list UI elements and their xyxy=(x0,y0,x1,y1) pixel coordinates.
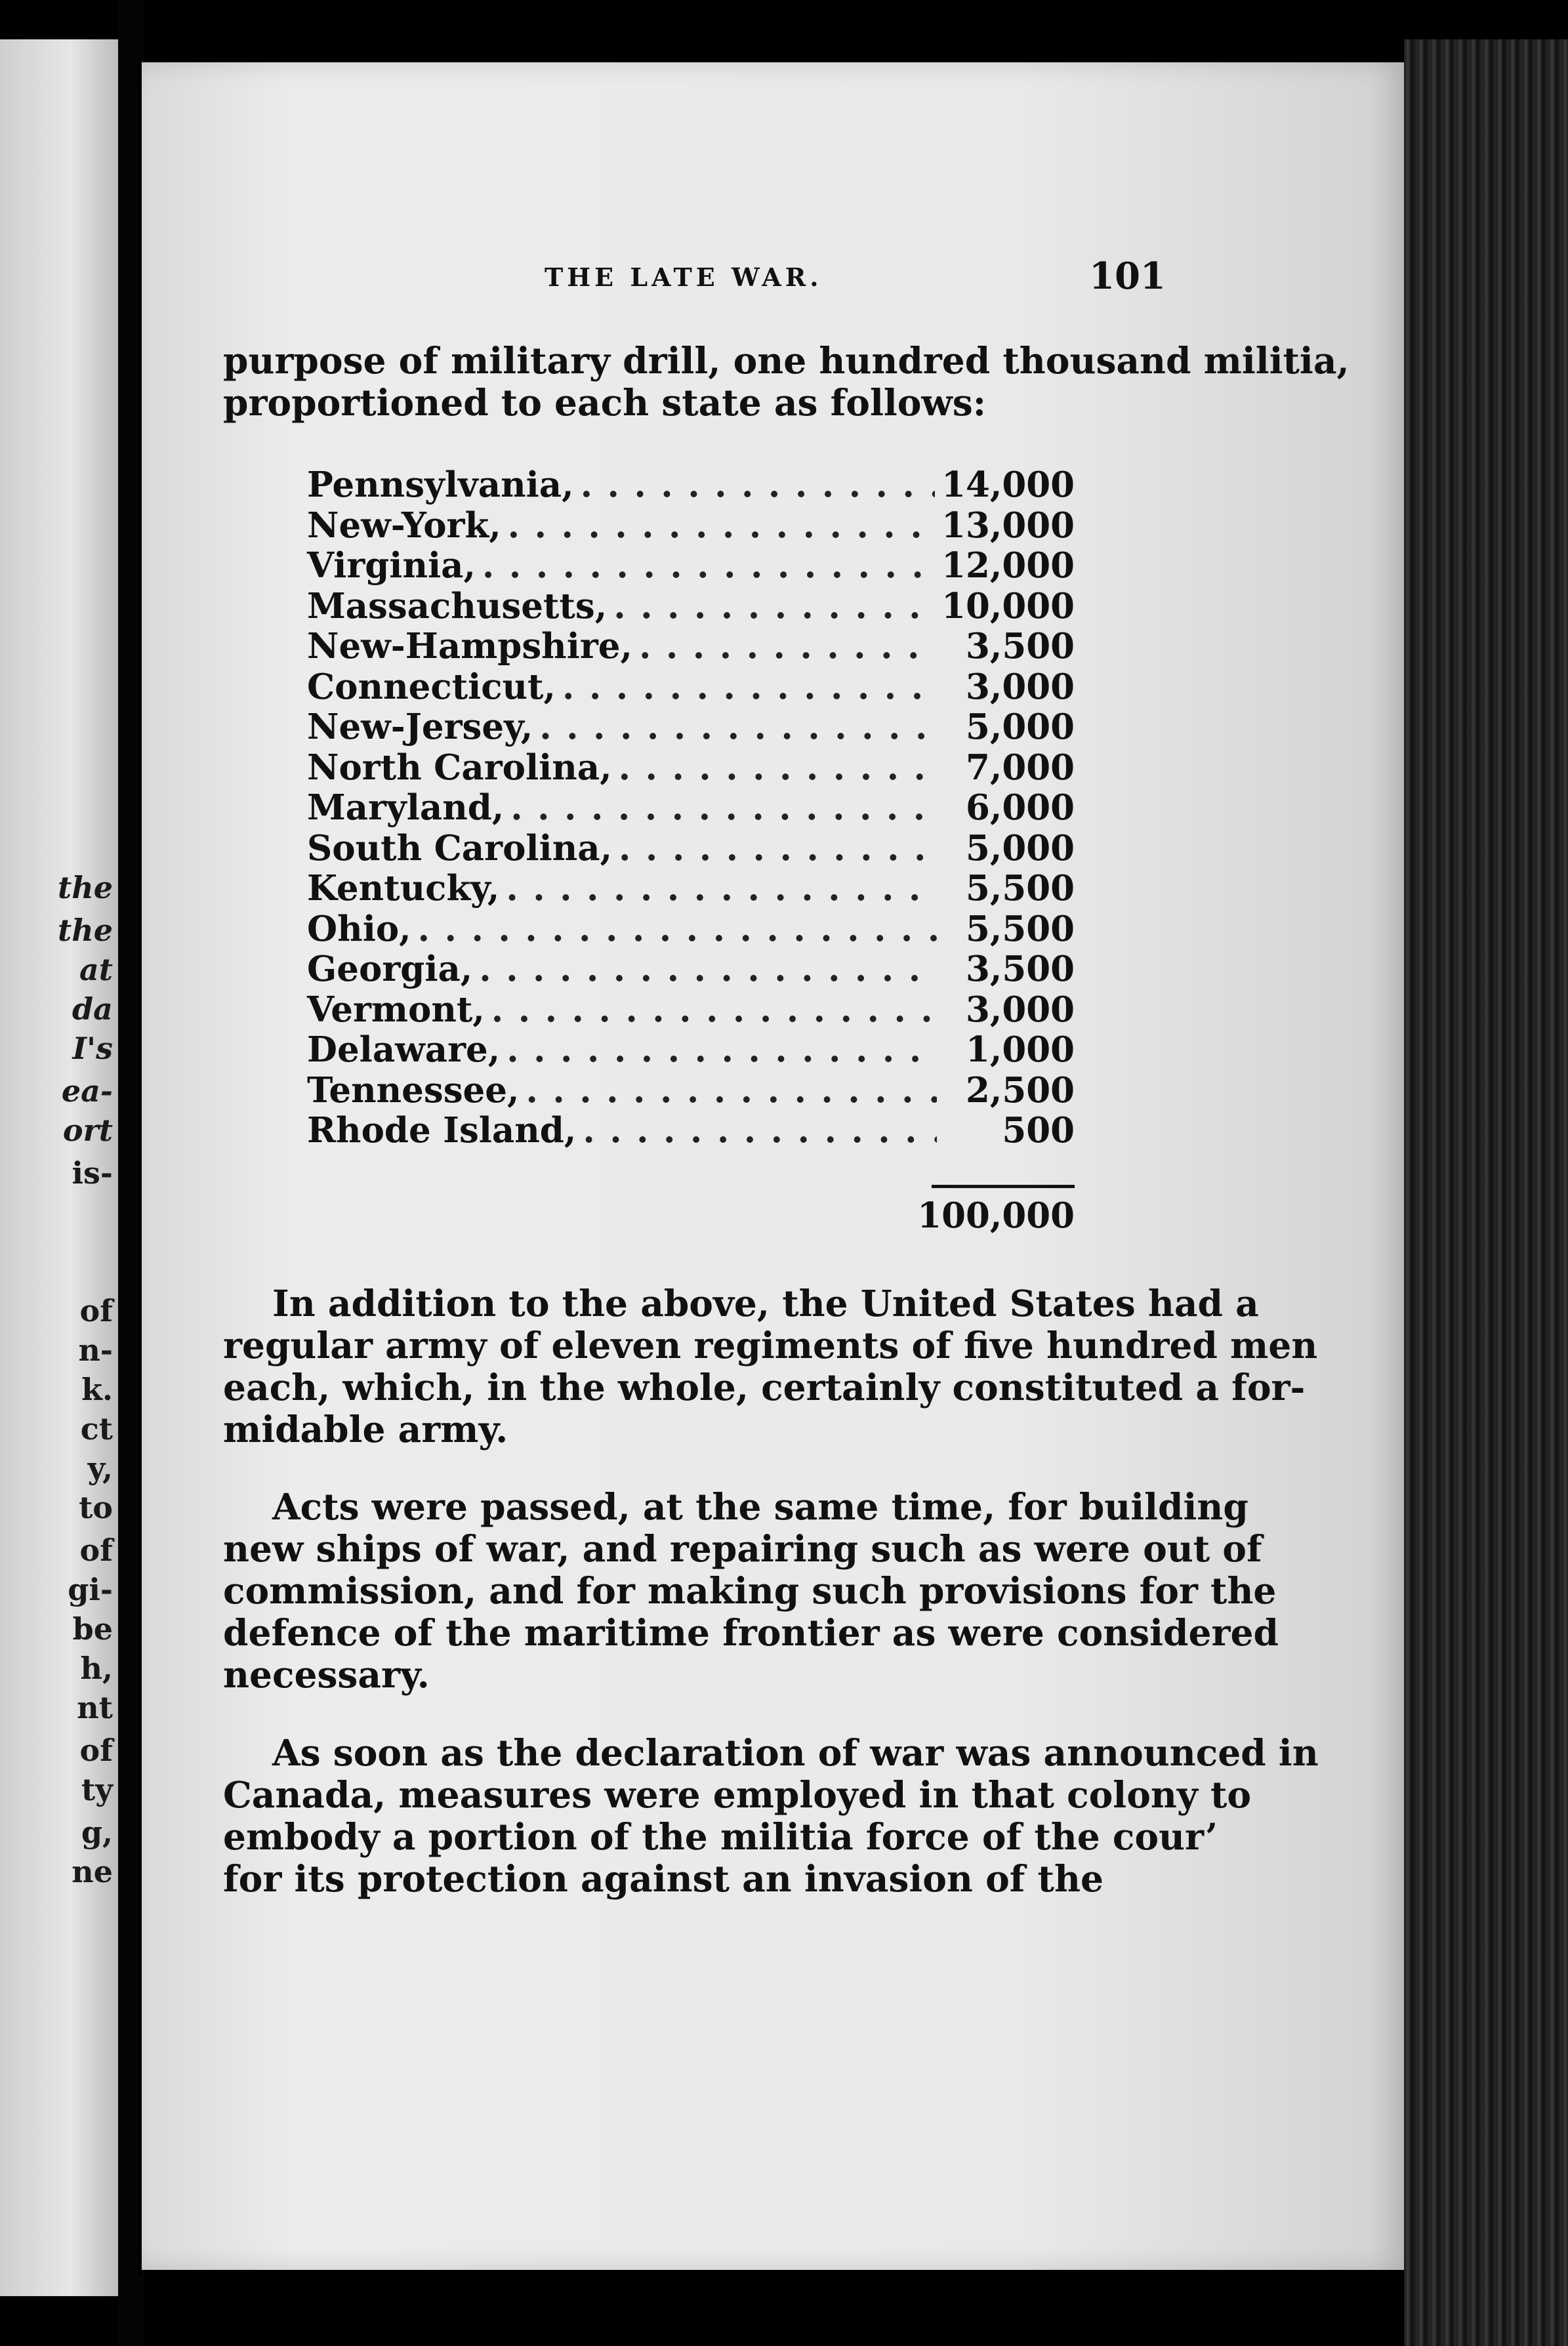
table-row xyxy=(307,1029,1075,1070)
table-row xyxy=(307,626,1075,667)
militia-count: 3,500 xyxy=(966,626,1075,667)
previous-page-fragment: at xyxy=(79,952,113,987)
state-name: Kentucky, xyxy=(307,868,500,909)
previous-page-fragment: g, xyxy=(81,1815,113,1850)
state-name: Georgia, xyxy=(307,949,473,989)
militia-count: 1,000 xyxy=(966,1029,1075,1070)
table-row xyxy=(307,667,1075,707)
table-row xyxy=(307,464,1075,505)
table-row xyxy=(307,1070,1075,1111)
text-line: midable army. xyxy=(223,1408,508,1451)
dot-leader xyxy=(508,505,936,546)
text-line: regular army of eleven regiments of five hundred men xyxy=(223,1324,1318,1367)
previous-page-fragment: be xyxy=(72,1611,113,1647)
dot-leader xyxy=(526,1070,937,1111)
paragraph-regular-army xyxy=(223,1282,1318,1451)
militia-count: 5,000 xyxy=(966,827,1075,869)
previous-page-fragment: ct xyxy=(80,1411,113,1447)
text-line: In addition to the above, the United States had a xyxy=(272,1282,1259,1325)
previous-page-fragment: is- xyxy=(72,1155,113,1191)
dot-leader xyxy=(583,1110,937,1151)
table-row xyxy=(307,707,1075,747)
table-row xyxy=(307,1110,1075,1151)
previous-page-fragment: ty xyxy=(81,1772,113,1807)
dot-leader xyxy=(619,747,937,788)
text-line: new ships of war, and repairing such as were out of xyxy=(223,1527,1262,1570)
state-name: Tennessee, xyxy=(307,1069,520,1111)
previous-page-fragment: of xyxy=(79,1533,113,1568)
table-row xyxy=(307,787,1075,828)
militia-count: 3,000 xyxy=(966,989,1075,1030)
militia-count: 500 xyxy=(1002,1110,1075,1151)
dot-leader xyxy=(581,464,936,505)
text-line: proportioned to each state as follows: xyxy=(223,381,987,424)
dot-leader xyxy=(562,667,937,707)
state-name: Vermont, xyxy=(307,989,485,1030)
table-row xyxy=(307,747,1075,788)
state-name: South Carolina, xyxy=(307,827,613,869)
state-name: Delaware, xyxy=(307,1029,501,1070)
intro-paragraph xyxy=(223,339,1350,424)
table-row xyxy=(307,545,1075,586)
paragraph-ships-of-war xyxy=(223,1485,1279,1696)
previous-page-fragment: to xyxy=(79,1490,113,1525)
text-line: commission, and for making such provisions for the xyxy=(223,1569,1277,1612)
militia-count: 12,000 xyxy=(941,545,1075,586)
previous-page-fragment: of xyxy=(79,1293,113,1328)
militia-count: 3,000 xyxy=(966,666,1075,707)
dot-leader xyxy=(491,989,937,1030)
dot-leader xyxy=(506,1029,937,1070)
page-edge-shadow xyxy=(138,59,142,2276)
dot-leader xyxy=(539,707,937,747)
dot-leader xyxy=(482,545,935,586)
dot-leader xyxy=(510,787,937,828)
previous-page-fragment: y, xyxy=(87,1451,113,1486)
running-title: THE LATE WAR. xyxy=(545,262,823,292)
state-name: Pennsylvania, xyxy=(307,464,574,505)
table-row xyxy=(307,949,1075,989)
previous-page-fragment: n- xyxy=(78,1332,113,1368)
text-line: Canada, measures were employed in that colony to xyxy=(223,1773,1252,1816)
state-name: Ohio, xyxy=(307,908,411,949)
militia-count: 5,000 xyxy=(966,707,1075,747)
dot-leader xyxy=(479,949,937,989)
paragraph-canada xyxy=(223,1731,1319,1900)
table-row xyxy=(307,828,1075,869)
table-row xyxy=(307,586,1075,627)
dot-leader xyxy=(613,586,935,627)
text-line: for its protection against an invasion of the xyxy=(223,1857,1104,1900)
militia-count: 5,500 xyxy=(966,868,1075,909)
book-fore-edge xyxy=(1404,39,1568,2346)
previous-page-fragment: nt xyxy=(77,1690,113,1725)
previous-page-fragment: h, xyxy=(80,1651,113,1686)
previous-page-fragment: ea- xyxy=(61,1073,113,1109)
state-name: New-York, xyxy=(307,504,501,546)
state-name: New-Jersey, xyxy=(307,707,533,747)
militia-count: 3,500 xyxy=(966,949,1075,989)
state-name: North Carolina, xyxy=(307,747,612,788)
dot-leader xyxy=(506,868,937,909)
militia-count: 13,000 xyxy=(941,504,1075,546)
table-row xyxy=(307,505,1075,546)
previous-page-fragment: gi- xyxy=(68,1572,113,1607)
text-line: purpose of military drill, one hundred thousand militia, xyxy=(223,339,1350,382)
militia-count: 7,000 xyxy=(966,747,1075,788)
dot-leader xyxy=(639,626,937,667)
militia-count: 5,500 xyxy=(966,908,1075,949)
state-name: Rhode Island, xyxy=(307,1110,577,1151)
previous-page-fragment: the xyxy=(58,913,113,948)
previous-page-fragment: k. xyxy=(81,1372,113,1407)
text-line: defence of the maritime frontier as were considered xyxy=(223,1611,1279,1654)
total-rule xyxy=(932,1185,1075,1188)
table-row xyxy=(307,868,1075,909)
previous-page-fragment: ne xyxy=(72,1854,113,1889)
previous-page-fragment: ort xyxy=(62,1113,113,1148)
militia-count: 6,000 xyxy=(966,787,1075,828)
state-name: New-Hampshire, xyxy=(307,626,632,667)
text-line: As soon as the declaration of war was announced in xyxy=(272,1731,1319,1774)
state-name: Virginia, xyxy=(307,545,476,586)
page-number: 101 xyxy=(1089,255,1166,298)
previous-page-fragment: da xyxy=(72,991,113,1027)
table-row xyxy=(307,989,1075,1030)
militia-table xyxy=(307,464,1075,1151)
state-name: Massachusetts, xyxy=(307,585,608,627)
militia-count: 2,500 xyxy=(966,1069,1075,1111)
previous-page-fragment: the xyxy=(58,870,113,905)
state-name: Maryland, xyxy=(307,787,505,828)
text-line: each, which, in the whole, certainly constituted a for- xyxy=(223,1366,1306,1409)
militia-count: 14,000 xyxy=(941,464,1075,505)
table-row xyxy=(307,909,1075,949)
militia-count: 10,000 xyxy=(941,585,1075,627)
text-line: Acts were passed, at the same time, for building xyxy=(272,1485,1248,1528)
previous-page-fragment: I's xyxy=(72,1031,113,1066)
text-line: embody a portion of the militia force of the cour’ xyxy=(223,1815,1218,1858)
dot-leader xyxy=(418,909,937,949)
text-line: necessary. xyxy=(223,1653,430,1696)
table-total: 100,000 xyxy=(917,1195,1075,1236)
dot-leader xyxy=(619,828,937,869)
state-name: Connecticut, xyxy=(307,666,556,707)
previous-page-fragment: of xyxy=(79,1733,113,1768)
